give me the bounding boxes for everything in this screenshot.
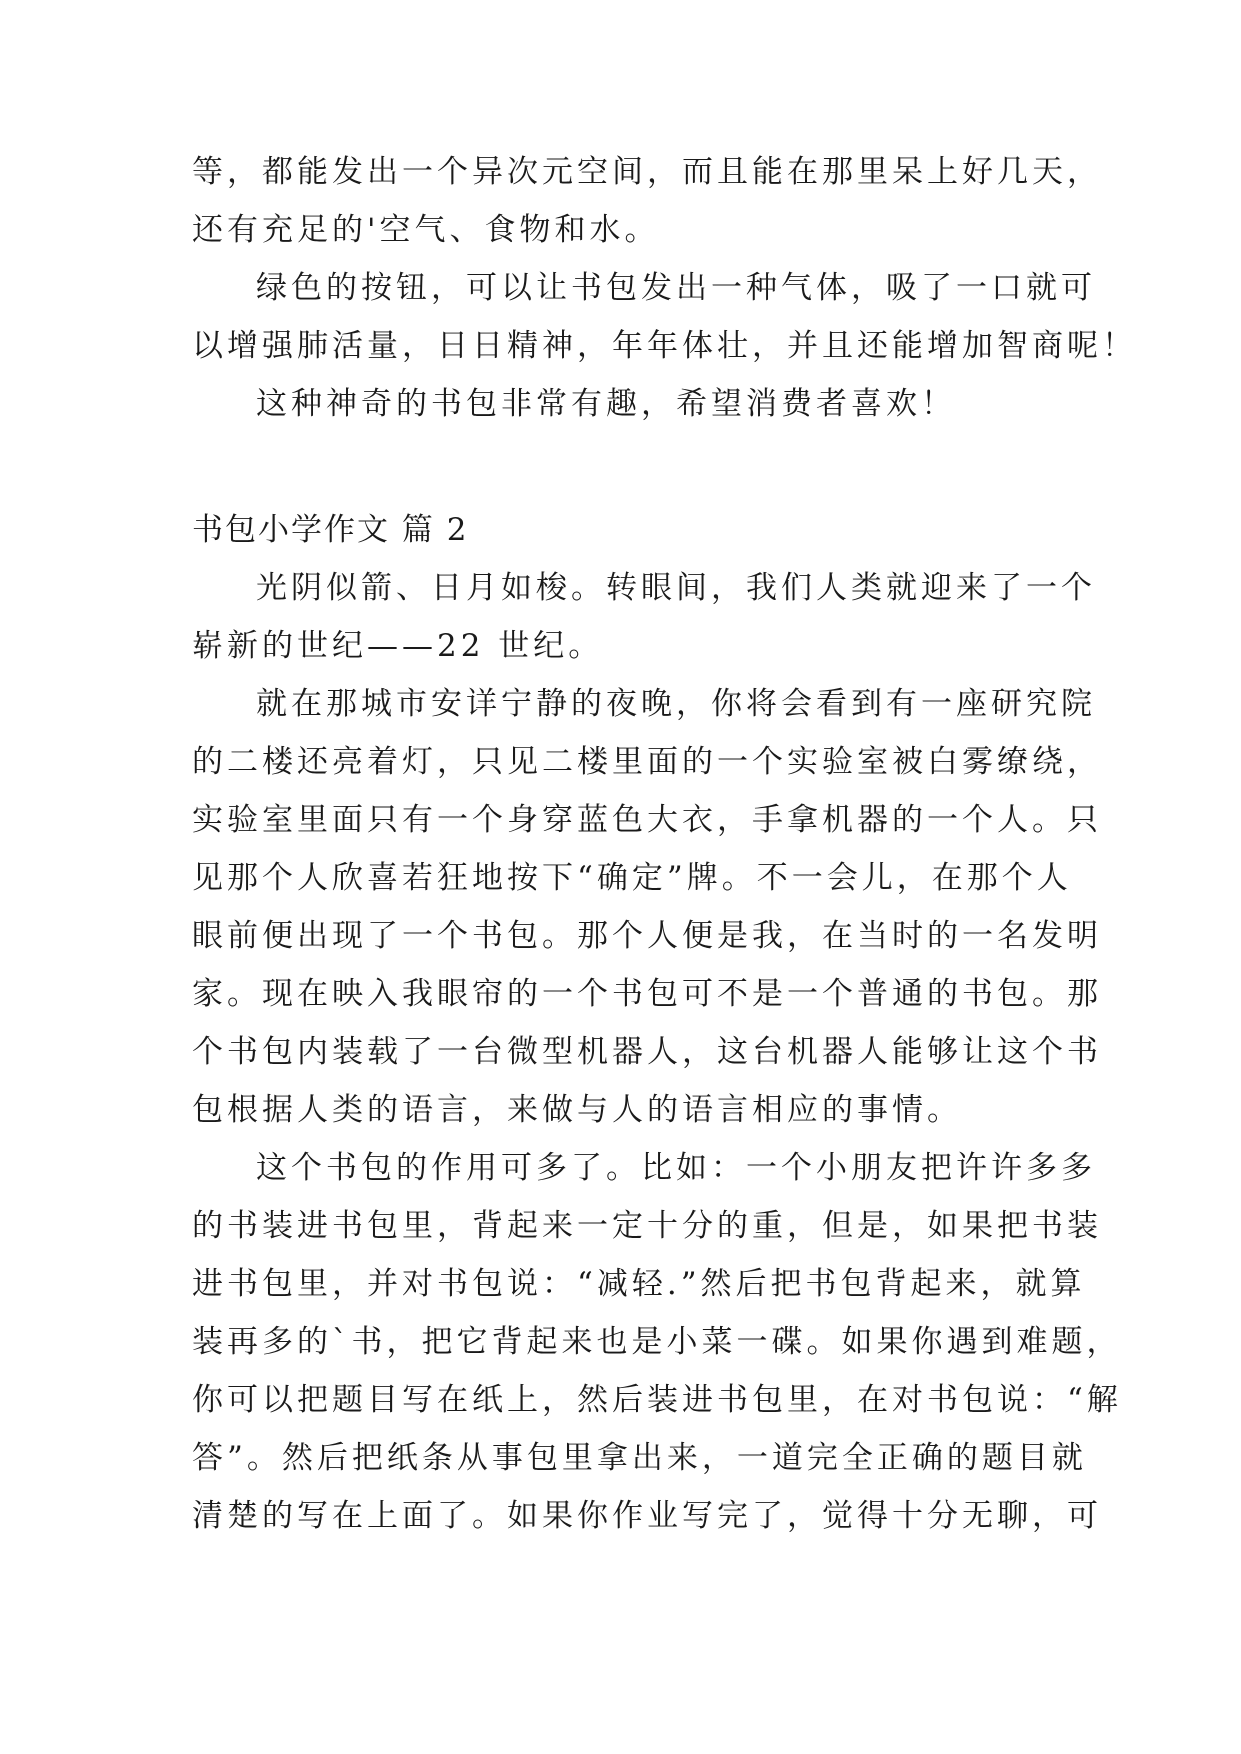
paragraph-line: 以增强肺活量，日日精神，年年体壮，并且还能增加智商呢！ — [192, 328, 1137, 364]
paragraph-line: 绿色的按钮，可以让书包发出一种气体，吸了一口就可 — [256, 270, 1096, 306]
paragraph-line: 进书包里，并对书包说：“减轻.”然后把书包背起来，就算 — [192, 1266, 1086, 1302]
paragraph-line: 光阴似箭、日月如梭。转眼间，我们人类就迎来了一个 — [256, 570, 1096, 606]
section-heading: 书包小学作文 篇 2 — [192, 512, 469, 548]
paragraph-line: 装再多的`书，把它背起来也是小菜一碟。如果你遇到难题， — [192, 1324, 1122, 1360]
paragraph-line: 家。现在映入我眼帘的一个书包可不是一个普通的书包。那 — [192, 976, 1102, 1012]
paragraph-line: 崭新的世纪——22 世纪。 — [192, 628, 604, 664]
paragraph-line: 等，都能发出一个异次元空间，而且能在那里呆上好几天， — [192, 154, 1102, 190]
paragraph-line: 清楚的写在上面了。如果你作业写完了，觉得十分无聊，可 — [192, 1498, 1102, 1534]
paragraph-line: 就在那城市安详宁静的夜晚，你将会看到有一座研究院 — [256, 686, 1096, 722]
paragraph-line: 眼前便出现了一个书包。那个人便是我，在当时的一名发明 — [192, 918, 1102, 954]
paragraph-line: 还有充足的'空气、食物和水。 — [192, 212, 660, 248]
paragraph-line: 包根据人类的语言，来做与人的语言相应的事情。 — [192, 1092, 962, 1128]
paragraph-line: 见那个人欣喜若狂地按下“确定”牌。不一会儿，在那个人 — [192, 860, 1072, 896]
paragraph-line: 答”。然后把纸条从事包里拿出来，一道完全正确的题目就 — [192, 1440, 1087, 1476]
paragraph-line: 这种神奇的书包非常有趣，希望消费者喜欢！ — [256, 386, 956, 422]
paragraph-line: 个书包内装载了一台微型机器人，这台机器人能够让这个书 — [192, 1034, 1102, 1070]
paragraph-line: 的二楼还亮着灯，只见二楼里面的一个实验室被白雾缭绕， — [192, 744, 1102, 780]
paragraph-line: 的书装进书包里，背起来一定十分的重，但是，如果把书装 — [192, 1208, 1102, 1244]
paragraph-line: 实验室里面只有一个身穿蓝色大衣，手拿机器的一个人。只 — [192, 802, 1102, 838]
paragraph-line: 你可以把题目写在纸上，然后装进书包里，在对书包说：“解 — [192, 1382, 1122, 1418]
paragraph-line: 这个书包的作用可多了。比如：一个小朋友把许许多多 — [256, 1150, 1096, 1186]
